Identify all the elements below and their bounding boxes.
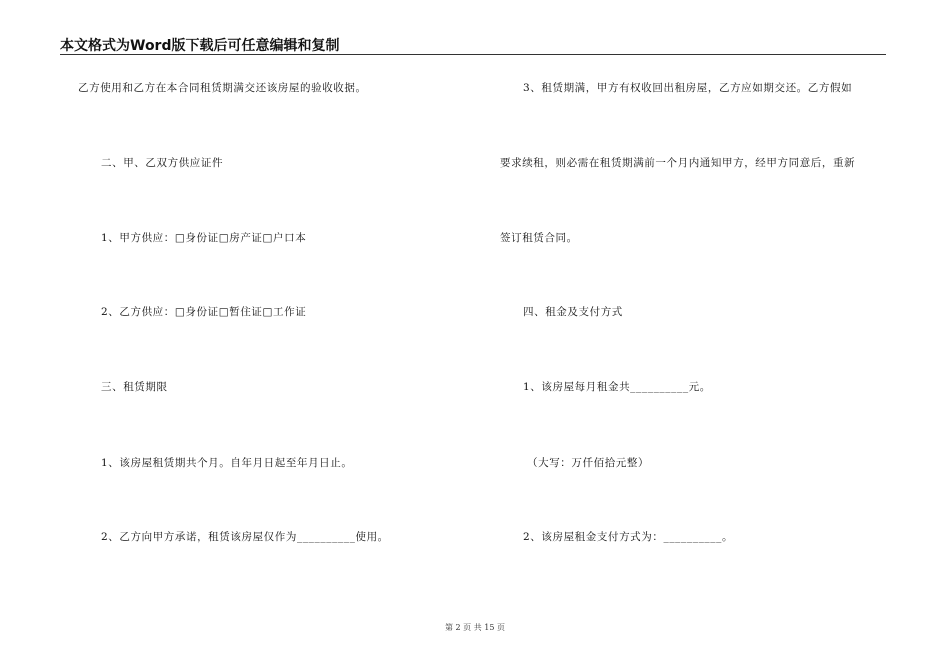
right-paragraph-expiry: 3、租赁期满，甲方有权收回出租房屋，乙方应如期交还。乙方假如: [523, 82, 853, 94]
section-heading-lease-term: 三、租赁期限: [101, 381, 168, 393]
right-item-payment-method: 2、该房屋租金支付方式为：__________。: [523, 531, 734, 543]
left-paragraph-receipt: 乙方使用和乙方在本合同租赁期满交还该房屋的验收收据。: [78, 82, 367, 94]
section-heading-rent-payment: 四、租金及支付方式: [523, 306, 623, 318]
right-item-rent-in-words: （大写：万仟佰拾元整）: [527, 457, 650, 469]
header-title: 本文格式为Word版下载后可任意编辑和复制: [60, 38, 340, 54]
page-header: [60, 34, 886, 55]
left-item-party-a-documents: 1、甲方供应：□身份证□房产证□户口本: [101, 232, 307, 244]
right-item-monthly-rent: 1、该房屋每月租金共__________元。: [523, 381, 711, 393]
left-item-lease-period: 1、该房屋租赁期共个月。自年月日起至年月日止。: [101, 457, 353, 469]
left-item-usage-promise: 2、乙方向甲方承诺，租赁该房屋仅作为__________使用。: [101, 531, 389, 543]
page-number-footer: 第 2 页 共 15 页: [445, 623, 505, 632]
right-paragraph-renewal: 要求续租，则必需在租赁期满前一个月内通知甲方，经甲方同意后，重新: [500, 157, 856, 169]
left-item-party-b-documents: 2、乙方供应：□身份证□暂住证□工作证: [101, 306, 307, 318]
right-paragraph-resign: 签订租赁合同。: [500, 232, 578, 244]
section-heading-documents: 二、甲、乙双方供应证件: [101, 157, 224, 169]
